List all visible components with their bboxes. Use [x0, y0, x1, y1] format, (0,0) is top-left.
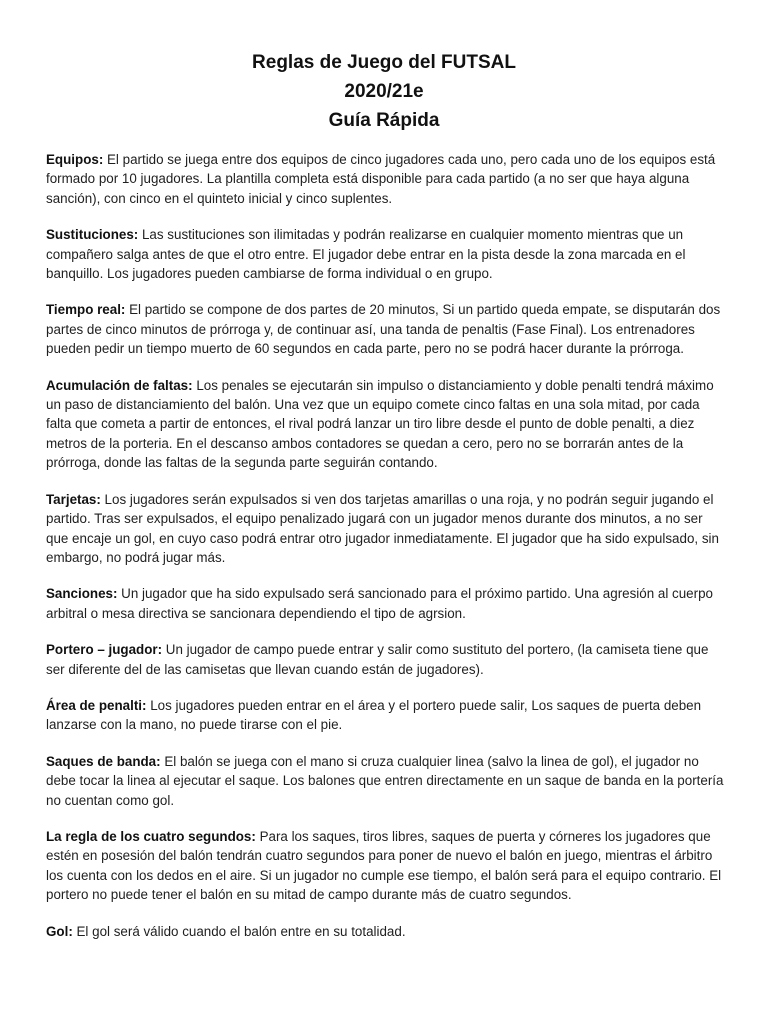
section-area-de-penalti: [46, 696, 726, 735]
document-title: [0, 48, 768, 135]
title-line-subtitle: Guía Rápida: [328, 110, 440, 131]
section-text: El balón se juega con el mano si cruza cualquier linea (salvo la linea de gol), el jugador no debe tocar la linea al ejecutar el saque. Los balones que entren directamente en un saque de banda en la portería no cuentan como gol.: [46, 753, 724, 808]
section-text: Los penales se ejecutarán sin impulso o distanciamiento y doble penalti tendrá máximo un paso de distanciamiento del balón. Una vez que un equipo comete cinco faltas en una sola mitad, por cada falta que cometa a partir de entonces, el rival podrá lanzar un tiro libre desde el punto de doble penalti, a diez metros de la porteria. En el descanso ambos contadores se quedan a cero, pero no se borrarán antes de la prórroga, donde las faltas de la segunda parte seguirán contando.: [46, 377, 714, 471]
section-regla-cuatro-segundos: [46, 827, 726, 905]
title-line-main: Reglas de Juego del FUTSAL: [252, 52, 516, 73]
document-body: [46, 150, 726, 958]
section-text: Los jugadores pueden entrar en el área y el portero puede salir, Los saques de puerta deben lanzarse con la mano, no puede tirarse con el pie.: [46, 697, 702, 733]
section-text: Las sustituciones son ilimitadas y podrán realizarse en cualquier momento mientras que un compañero salga antes de que el otro entre. El jugador debe entrar en la pista desde la zona marcada en el banquillo. Los jugadores pueden cambiarse de forma individual o en grupo.: [46, 227, 686, 282]
section-saques-de-banda: [46, 752, 726, 810]
section-text: Para los saques, tiros libres, saques de puerta y córneres los jugadores que estén en posesión del balón tendrán cuatro segundos para poner de nuevo el balón en juego, mientras el árbitro los cuenta con los dedos en el aire. Si un jugador no cumple ese tiempo, el balón será para el equipo contrario. El portero no puede tener el balón en su mitad de campo durante más de cuatro segundos.: [46, 828, 722, 903]
section-label: Acumulación de faltas:: [46, 377, 193, 393]
section-portero-jugador: [46, 640, 726, 679]
section-tiempo-real: [46, 300, 726, 358]
section-sanciones: [46, 584, 726, 623]
section-label: Portero – jugador:: [46, 642, 163, 658]
section-sustituciones: [46, 225, 726, 283]
section-label: Tiempo real:: [46, 302, 126, 318]
section-label: Sanciones:: [46, 586, 118, 602]
section-text: El partido se juega entre dos equipos de cinco jugadores cada uno, pero cada uno de los equipos está formado por 10 jugadores. La plantilla completa está disponible para cada partido (a no ser que haya alguna sanción), con cinco en el quinteto inicial y cinco suplentes.: [46, 152, 716, 206]
section-label: La regla de los cuatro segundos:: [46, 828, 256, 844]
section-label: Saques de banda:: [46, 753, 161, 769]
section-label: Equipos:: [46, 152, 104, 167]
section-text: El partido se compone de dos partes de 20 minutos, Si un partido queda empate, se disputarán dos partes de cinco minutos de prórroga y, de continuar así, una tanda de penaltis (Fase Final). Los entrenadores pueden pedir un tiempo muerto de 60 segundos en cada parte, pero no se podrá hacer durante la prórroga.: [46, 302, 721, 357]
section-acumulacion-de-faltas: [46, 376, 726, 473]
title-line-season: 2020/21e: [344, 81, 424, 102]
section-label: Gol:: [46, 923, 73, 939]
section-tarjetas: [46, 490, 726, 568]
section-text: Los jugadores serán expulsados si ven dos tarjetas amarillas o una roja, y no podrán seguir jugando el partido. Tras ser expulsados, el equipo penalizado jugará con un jugador menos durante dos minutos, a no ser que encaje un gol, en cuyo caso podrá entrar otro jugador inmediatamente. El jugador que ha sido expulsado, sin embargo, no podrá jugar más.: [46, 491, 719, 565]
section-label: Sustituciones:: [46, 227, 139, 243]
section-label: Área de penalti:: [46, 697, 147, 713]
section-text: Un jugador de campo puede entrar y salir como sustituto del portero, (la camiseta tiene que ser diferente del de las camisetas que llevan cuando están de jugadores).: [46, 642, 709, 677]
section-text: El gol será válido cuando el balón entre en su totalidad.: [72, 923, 406, 939]
section-text: Un jugador que ha sido expulsado será sancionado para el próximo partido. Una agresión al cuerpo arbitral o mesa directiva se sancionara dependiendo el tipo de agrsion.: [46, 586, 713, 621]
section-equipos: [46, 150, 726, 208]
section-label: Tarjetas:: [46, 491, 101, 507]
section-gol: [46, 922, 726, 941]
